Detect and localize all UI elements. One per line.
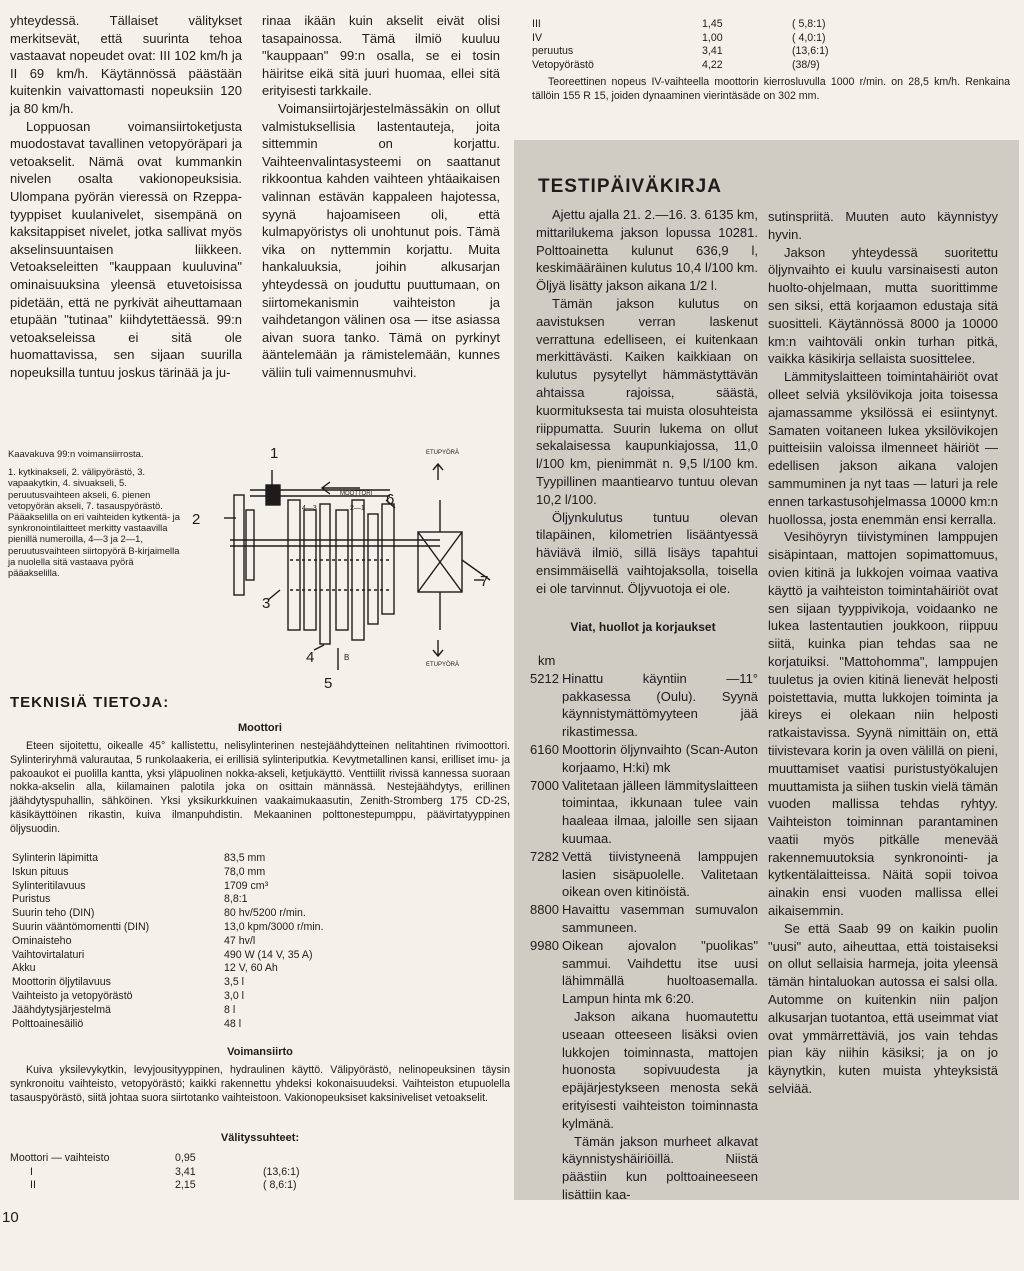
table-row: Moottori — vaihteisto 0,95	[10, 1152, 196, 1164]
ratio-heading: Välityssuhteet:	[220, 1132, 300, 1144]
paragraph: Ajettu ajalla 21. 2.—16. 3. 6135 km, mittarilukema jakson lopussa 10281. Polttoainetta kulunut 636,9 l, keskimääräinen kulutus 10,4 l/100 km. Öljyä lisätty jakson aikana 1/2 l.	[536, 207, 758, 294]
test-left-column	[536, 206, 758, 598]
engine-text: Eteen sijoitettu, oikealle 45° kallistettu, nelisylinterinen nestejäähdytteinen nelitahtinen rivimoottori. Sylinteriryhmä valurautaa, 5 runkolaakeria, ei erillisiä sylinteriputkia. Kevytmetallinen kansi, erilliset imu- ja pakoaukot ei puolilla kantta, yksi yläpuolinen nokka-akseli, ketjukäyttö. Venttiilit rivissä kannessa suoraan nokka-akselin alla, kiilamainen palotila joka on osittain männässä. Nestejäähdytys, erillinen jäähdytyspuhallin, sähköinen. Yksi yksikurkkuinen vaakaimukaasutin, Zenith-Stromberg 175 CD-2S, käsikäyttöinen rikastin, kuiva ilmanpuhdistin. Mekaaninen polttonestepumppu, päävirtatyyppinen öljysuodin.	[10, 740, 510, 835]
tech-heading: TEKNISIÄ TIETOJA:	[10, 694, 170, 711]
ratio-table	[10, 1152, 370, 1193]
top-note: Teoreettinen nopeus IV-vaihteella moottorin kierrosluvulla 1000 r/min. on 28,5 km/h. Renkaina tällöin 155 R 15, joiden dynaaminen vierintäsäde on 302 mm.	[532, 76, 1010, 102]
table-row: Jäähdytysjärjestelmä 8 l	[12, 1003, 236, 1016]
list-item: 8800 Havaittu vasemman sumuvalon sammuneen.	[530, 902, 758, 935]
list-item: 6160 Moottorin öljynvaihto (Scan-Auton korjaamo, H:ki) mk	[530, 741, 758, 775]
table-row: III 1,45 ( 5,8:1)	[532, 18, 826, 30]
table-row: II 2,15 ( 8,6:1)	[30, 1179, 297, 1192]
table-row: Vetopyörästö 4,22 (38/9)	[532, 58, 820, 71]
table-row: Suurin vääntömomentti (DIN) 13,0 kpm/3000 r/min.	[12, 920, 324, 933]
table-row: peruutus 3,41 (13,6:1)	[532, 45, 829, 58]
paragraph: Lämmityslaitteen toimintahäiriöt ovat olleet selviä yksilövikoja joita toisessa ajamassamme yksilössä ei esiintynyt. Samaten voitaneen lukea yksilövikojen puitteisiin valoissa ilmenneet häiriöt — edellisen jakson aikana valojen sammuminen ja nyt taas — laturi ja rele ennen tarkastusohjelmassa 10000 km:n huollossa, josta enemmän ensi kerralla.	[768, 369, 998, 527]
engine-heading: Moottori	[238, 722, 282, 734]
table-row: Suurin teho (DIN) 80 hv/5200 r/min.	[12, 907, 306, 920]
paragraph: Jakson yhteydessä suoritettu öljynvaihto ei kuulu varsinaisesti auton huolto-ohjelmaan, mutta suorittimme sen siksi, että korjaamon edustaja sitä suositteli. Käytännössä 8000 ja 10000 km:n vaihtoväli onkin turhan pitkä, vaikka käsikirja sellaista suosittelee.	[768, 244, 998, 367]
diagram-gear-21: 2—1	[350, 505, 365, 512]
diagram-gear-43: 4—3	[302, 505, 317, 512]
diagram-label-2: 2	[192, 511, 201, 528]
log-tail	[562, 1008, 758, 1204]
diagram-b: B	[344, 653, 350, 662]
diagram-etupyora-bottom: ETUPYÖRÄ	[426, 662, 460, 668]
diagram-label-4: 4	[306, 649, 315, 666]
test-diary-title: TESTIPÄIVÄKIRJA	[538, 176, 722, 197]
table-row: Puristus 8,8:1	[12, 893, 248, 906]
text-column-1	[10, 12, 242, 381]
table-row: Iskun pituus 78,0 mm	[12, 865, 266, 878]
paragraph: Se että Saab 99 on kaikin puolin "uusi" auto, aiheuttaa, että toistaiseksi on ollut sellaisia harmeja, joita yleensä tämän hintaluokan autossa ei salsi olla. Automme on kuitenkin niin paljon alkusarjan tuotantoa, että useimmat viat ovat ymmärrettäviä, jos vain tehdas pian käy niihin käsiksi; ja on jo käynytkin, kuten muista yhteyksistä selviää.	[768, 920, 998, 1097]
paragraph: Jakson aikana huomautettu useaan otteeseen lisäksi ovien lukkojen toiminnasta, mattojen huonosta sopivuudesta ja epäjärjestykseen menosta sekä erityisesti vaihteiston toiminnasta kylmänä.	[562, 1008, 758, 1131]
diagram-caption	[8, 448, 186, 578]
diagram-label-5: 5	[324, 675, 333, 690]
list-item: 9980 Oikean ajovalon "puolikas" sammui. Vaihdettu itse uusi lähimmällä huoltoasemalla. Lampun hinta mk 6:20.	[530, 937, 758, 1007]
paragraph: Vesihöyryn tiivistyminen lamppujen sisäpintaan, mattojen sopimattomuus, ovien kitinä ja lukkojen voimaa vaativa käyttö ja vaihteiston toimintahäiriöt ovat sen sijaan tyyppivikoja, voidaanko ne lukea lastentautien joukkoon, riippuu siitä, kuinka pian tehdas saa ne korjatuiksi. "Mattohomma", lamppujen tuuletus ja ovien kitinä lienevät helposti poistettavia, mutta lukkojen toiminta ja kireys ei olekaan niin helposti ratkaistavissa. Syynä nimittäin on, että tiivistevara korin ja oven välillä on pieni, muuttamiset vaatisi puristustyökalujen muuttamista ja siihen tuskin vielä tämän vuoden mallissa tehdas ryhtyy. Vaihteiston toiminnan parantaminen vaatii myös pitkälle menevää rakennemuutoksia synkronointi- ja kytkentälaitteissa. Näitä sopii toivoa ainakin ensi vuoden mallissa ellei aikaisemmin.	[768, 529, 998, 919]
paragraph: yhteydessä. Tällaiset välitykset merkitsevät, että suurinta tehoa vastaavat nopeudet ovat: III 102 km/h ja II 69 km/h. Käytännössä päästään kuitenkin vaivattomasti nopeuksiin 120 ja 80 km/h.	[10, 13, 242, 116]
test-right-column	[768, 208, 998, 1098]
table-row: IV 1,00 ( 4,0:1)	[532, 31, 826, 44]
list-item: 7000 Valitetaan jälleen lämmityslaitteen toimintaa, ikkunaan tulee vain haaleaa ilmaa, jaloille sen sijaan kuumaa.	[530, 777, 758, 846]
table-row: Akku 12 V, 60 Ah	[12, 962, 278, 975]
transmission-diagram	[190, 440, 520, 690]
paragraph: Voimansiirtojärjestelmässäkin on ollut valmistuksellisia lastentauteja, joita sittemmin on korjattu. Vaihteenvalintasysteemi on saattanut rikkoontua kahden vaihteen yhtäaikaisen valinnan estävän kappaleen hajotessa, syynä hajoamiseen oli, että kulmapyöristys oli unohtunut pois. Tämä vika on nyttemmin korjattu. Muita hankaluuksia, joihin alkusarjan yhteydessä on jouduttu puuttumaan, on siirtomekanismin vaihteiston ja vaihdetangon välinen osa — itse asiassa aivan suora tanko. Tämä on pyrkinyt ääntelemään ja rämistelemään, kunnes väliin tuli vaimennusmuhvi.	[262, 100, 500, 380]
faults-heading: Viat, huollot ja korjaukset	[570, 620, 716, 634]
paragraph: sutinspriitä. Muuten auto käynnistyy hyvin.	[768, 209, 998, 242]
paragraph: rinaa ikään kuin akselit eivät olisi tasapainossa. Tämä ilmiö kuuluu "kauppaan" 99:n osalla, se ei tosin häiritse eikä sitä juuri huomaa, ellei sitä erityisesti tarkkaile.	[262, 13, 500, 99]
log-header: km	[538, 653, 556, 668]
table-row: Vaihteisto ja vetopyörästö 3,0 l	[12, 989, 245, 1002]
table-row: Ominaisteho 47 hv/l	[12, 934, 256, 947]
diagram-label-3: 3	[262, 595, 271, 612]
diagram-moottori: MOOTTORI	[340, 491, 373, 497]
top-ratio-table	[532, 18, 832, 72]
transmission-text: Kuiva yksilevykytkin, levyjousityyppinen, hydraulinen käyttö. Välipyörästö, nelinopeuksinen täysin synkronoitu vaihteisto, vetopyörästö; kaikki rakennettu yhdeksi kokonaisuudeksi. Vaihteiston etupuolella tasauspyörästö, siitä johtaa suora siirtotanko vaihteistoon. Vakionopeuksiset kaksiniveliset vetoakselit.	[10, 1064, 510, 1104]
table-row: Sylinterin läpimitta 83,5 mm	[12, 852, 266, 864]
list-item: 5212 Hinattu käyntiin —11° pakkasessa (Oulu). Syynä käynnistymättömyyteen jää rikastimessa.	[530, 670, 758, 740]
paragraph: Loppuosan voimansiirtoketjusta muodostavat tavallinen vetopyöräpari ja vetoakselit. Nämä ovat kummankin nivelen osalta vakionopeuksisia. Ulompana pyörän vieressä on Rzeppa-tyyppiset kuulanivelet, sisempänä on kaksitappiset nivelet, jotka sallivat myös akselinsuuntaisen liikkeen. Vetoakseleitten "kauppaan kuuluvina" ominaisuuksina yleensä etuvetoisissa pidetään, että ne pyrkivät aiheuttamaan etupään "tutinaa" kiihdytettäessä. 99:n vetoakseleissa ei sitä ole huomattavissa, sen sijaan suurilla nopeuksilla tuntuu joskus tärinää ja ju-	[10, 118, 242, 380]
table-row: I 3,41 (13,6:1)	[30, 1165, 300, 1178]
table-row: Sylinteritilavuus 1709 cm³	[12, 879, 269, 892]
diagram-etupyora-top: ETUPYÖRÄ	[426, 450, 460, 456]
diagram-label-6: 6	[386, 491, 395, 508]
diagram-label-1: 1	[270, 445, 279, 462]
list-item: 7282 Vettä tiivistyneenä lamppujen lasien sisäpuolelle. Valitetaan oikean oven kitinöistä.	[530, 848, 758, 900]
caption-title: Kaavakuva 99:n voimansiirrosta.	[8, 448, 144, 459]
table-row: Moottorin öljytilavuus 3,5 l	[12, 976, 245, 989]
transmission-heading: Voimansiirto	[227, 1046, 293, 1058]
caption-text: 1. kytkinakseli, 2. välipyörästö, 3. vapaakytkin, 4. sivuakseli, 5. peruutusvaihteen akseli, 6. pienen vetopyörän akseli, 7. tasauspyörästö. Pääakselilla on eri vaihteiden kytkentä- ja synkronointilaitteet merkitty vastaavilla pienillä numeroilla, 4—3 ja 2—1, peruutusvaihteen siirtopyörä B-kirjaimella ja nuolella sitä vastaava pyörä pääakselilla.	[8, 466, 180, 579]
text-column-2	[262, 12, 500, 381]
paragraph: Öljynkulutus tuntuu olevan tilapäinen, kilometrien lisääntyessä häviävä ilmiö, sillä lisäys tapahtui ensimmäisellä vaihtojaksolla, toisella ei ole tarvinnut. Öljyvuotoja ei ole.	[536, 509, 758, 596]
faults-log	[530, 652, 758, 1204]
paragraph: Tämän jakson murheet alkavat käynnistyshäiriöillä. Niistä päästiin kun polttoaineeseen lisättiin kaa-	[562, 1133, 758, 1202]
page-number: 10	[2, 1209, 19, 1226]
spec-table	[12, 852, 372, 1031]
table-row: Vaihtovirtalaturi 490 W (14 V, 35 A)	[12, 948, 313, 961]
table-row: Polttoainesäiliö 48 l	[12, 1017, 242, 1030]
paragraph: Tämän jakson kulutus on aavistuksen verran laskenut verrattuna edelliseen, ei kuitenkaan merkittävästi. Kaiken kaikkiaan on kulutus pysytellyt hämmästyttävän ahtaissa rajoissa, säästä, kuormituksesta tai muista olosuhteista riippumatta. Suurin lukema on ollut sekalaisessa kaupunkiajossa, 11,0 l/100 km, pienimmät n. 9,5 l/100 km. Tyypillinen maantiearvo tuntuu olevan 10,2 l/100.	[536, 295, 758, 507]
diagram-label-7: 7	[480, 573, 489, 590]
